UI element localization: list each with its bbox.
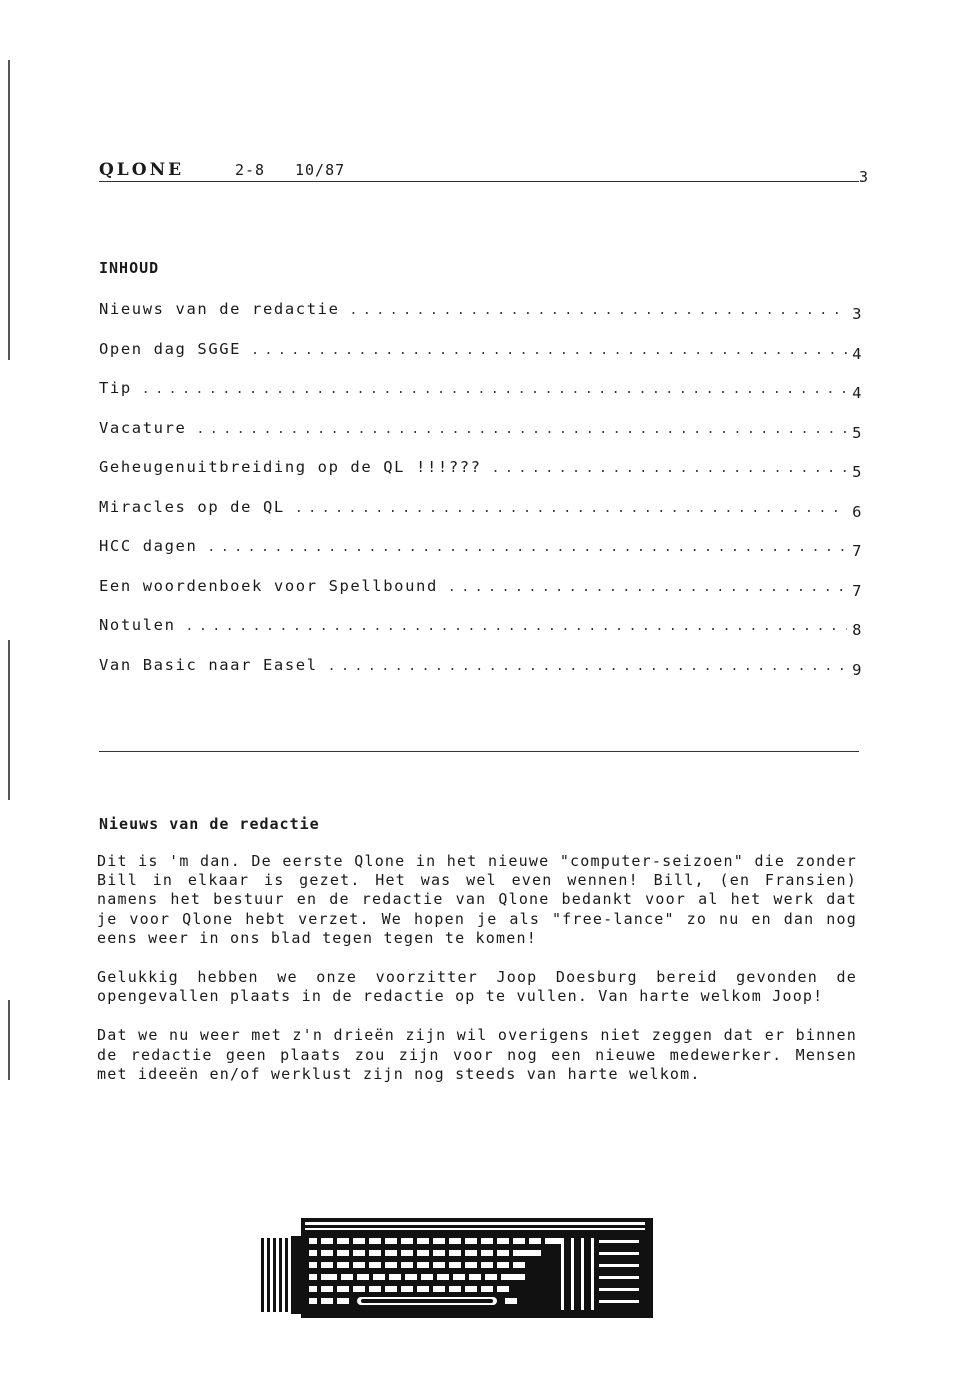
toc-leader-dots: [492, 461, 847, 476]
scan-edge-mark: [8, 60, 10, 360]
article-title: Nieuws van de redactie: [99, 815, 320, 833]
keyboard-side-stripes: [261, 1236, 301, 1314]
issue-number: 2-8: [235, 161, 266, 179]
toc-item[interactable]: [99, 577, 863, 617]
toc-item[interactable]: [99, 300, 863, 340]
toc-item[interactable]: [99, 656, 863, 696]
toc-leader-dots: [142, 382, 847, 397]
toc-item-page: 4: [852, 384, 863, 402]
toc-item-title: Tip: [99, 379, 132, 397]
toc-item-page: 5: [852, 463, 863, 481]
header-rule: [99, 181, 859, 182]
issue-date: 10/87: [295, 161, 346, 179]
toc-title: INHOUD: [99, 259, 160, 277]
brand-logo: QLONE: [99, 160, 185, 180]
toc-item-title: HCC dagen: [99, 537, 198, 555]
toc-item-page: 8: [852, 621, 863, 639]
toc-item[interactable]: [99, 458, 863, 498]
toc-item-title: Notulen: [99, 616, 176, 634]
toc-item[interactable]: [99, 419, 863, 459]
article-paragraph: Dit is 'm dan. De eerste Qlone in het nieuwe "computer-seizoen" die zonder Bill in elkaar is gezet. Het was wel even wennen! Bill, (en Fransien) namens het bestuur en de redactie van Qlone bedankt voor al het werk dat je voor Qlone hebt verzet. We hopen je als "free-lance" zo nu en dan nog eens weer in ons blad tegen tegen te komen!: [97, 852, 857, 947]
article-body: [97, 852, 857, 1104]
toc-item-title: Nieuws van de redactie: [99, 300, 340, 318]
toc-item-page: 4: [852, 344, 863, 363]
keyboard-illustration-icon: [261, 1218, 653, 1318]
toc-leader-dots: [251, 343, 847, 358]
toc-item-page: 6: [852, 502, 863, 521]
toc-item[interactable]: [99, 537, 863, 577]
toc-item-page: 3: [852, 305, 863, 323]
section-divider: [99, 751, 859, 752]
toc-item[interactable]: [99, 340, 863, 380]
page-number: 3: [858, 168, 868, 186]
toc-item-title: Miracles op de QL: [99, 497, 285, 516]
toc-item-page: 9: [852, 660, 863, 679]
toc-item-page: 7: [852, 581, 863, 600]
toc-item-page: 7: [852, 542, 863, 560]
toc-leader-dots: [350, 303, 848, 318]
article-paragraph: Dat we nu weer met z'n drieën zijn wil overigens niet zeggen dat er binnen de redactie geen plaats zou zijn voor nog een nieuwe medewerker. Mensen met ideeën en/of werklust zijn nog steeds van harte welkom.: [97, 1026, 857, 1083]
toc-item[interactable]: [99, 616, 863, 656]
toc-item-title: Geheugenuitbreiding op de QL !!!???: [99, 458, 482, 476]
toc-item-title: Vacature: [99, 418, 187, 437]
scan-edge-mark: [8, 1000, 10, 1080]
toc-leader-dots: [196, 422, 847, 437]
toc-leader-dots: [448, 580, 847, 595]
toc-leader-dots: [295, 501, 847, 516]
toc-item-title: Van Basic naar Easel: [99, 655, 318, 674]
toc-item-title: Open dag SGGE: [99, 339, 242, 358]
table-of-contents: [99, 300, 863, 695]
toc-leader-dots: [328, 659, 847, 674]
toc-leader-dots: [186, 619, 847, 634]
toc-item-page: 5: [852, 423, 863, 442]
spacebar-icon: [361, 1299, 493, 1303]
toc-leader-dots: [207, 540, 847, 555]
toc-item-title: Een woordenboek voor Spellbound: [99, 576, 438, 595]
toc-item[interactable]: [99, 379, 863, 419]
article-paragraph: Gelukkig hebben we onze voorzitter Joop Doesburg bereid gevonden de opengevallen plaats in de redactie op te vullen. Van harte welkom Joop!: [97, 968, 857, 1006]
scan-edge-mark: [8, 640, 10, 800]
page-header: [99, 160, 872, 190]
toc-item[interactable]: [99, 498, 863, 538]
